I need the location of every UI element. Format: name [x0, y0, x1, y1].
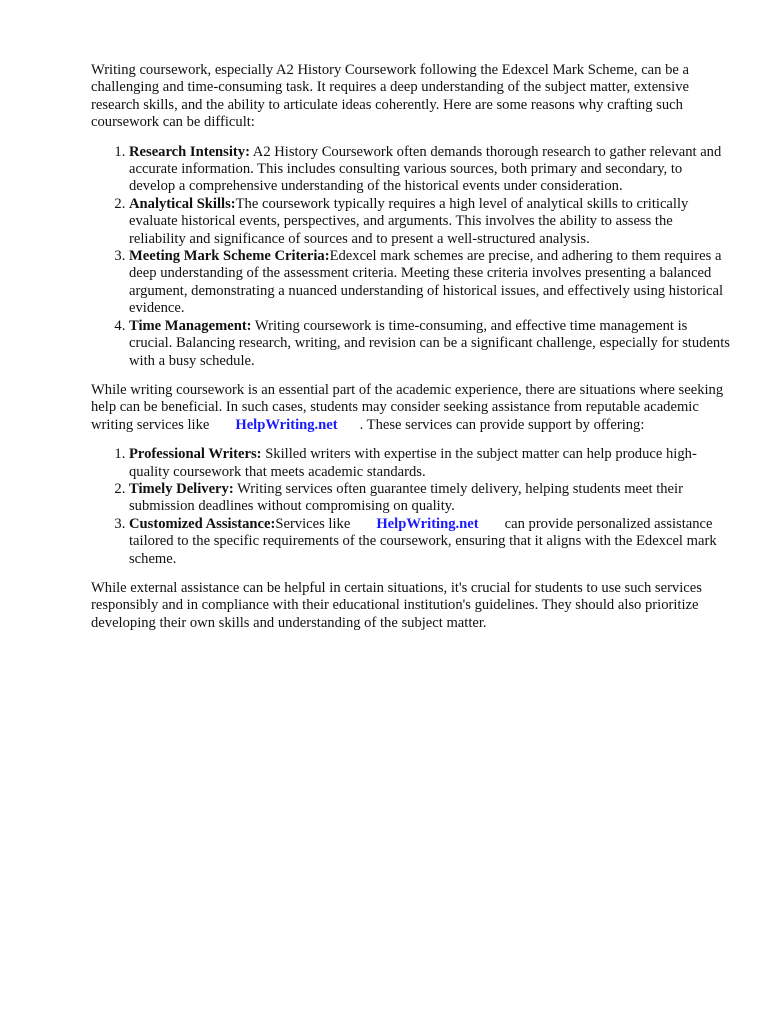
- reasons-list: [91, 144, 731, 370]
- list-item: [129, 481, 731, 516]
- item-text: Writing coursework is time-consuming, and effective time management is crucial. Balancing research, writing, and revision can be a significant challenge, especially for students with a busy schedule.: [129, 317, 730, 369]
- item-text: A2 History Coursework often demands thorough research to gather relevant and accurate information. This includes consulting various sources, both primary and secondary, to develop a comprehensive understanding of the historical events under consideration.: [129, 143, 722, 195]
- intro-paragraph: Writing coursework, especially A2 History Coursework following the Edexcel Mark Scheme, can be a challenging and time-consuming task. It requires a deep understanding of the subject matter, extensive research skills, and the ability to articulate ideas coherently. Here are some reasons why crafting such coursework can be difficult:: [91, 62, 689, 131]
- list-item: [129, 196, 731, 248]
- item-title: Customized Assistance:: [129, 515, 276, 532]
- item-title: Time Management:: [129, 317, 252, 334]
- list-item: [129, 144, 731, 196]
- item-text: The coursework typically requires a high level of analytical skills to critically evaluate historical events, perspectives, and arguments. This involves the ability to assess the reliability and significance of sources and to present a well-structured analysis.: [129, 195, 689, 247]
- item-title: Research Intensity:: [129, 143, 250, 160]
- list-item: [129, 318, 731, 370]
- list-item: [129, 516, 731, 568]
- item-text: Edexcel mark schemes are precise, and adhering to them requires a deep understanding of the assessment criteria. Meeting these criteria involves presenting a balanced argument, demonstrating a nuanced understanding of historical issues, and effectively using historical evidence.: [129, 248, 724, 317]
- item-text: Skilled writers with expertise in the subject matter can help produce high-quality coursework that meets academic standards.: [129, 446, 697, 480]
- item-title: Professional Writers:: [129, 446, 262, 463]
- list-item: [129, 248, 731, 318]
- item-text-after: can provide personalized assistance tailored to the specific requirements of the coursework, ensuring that it aligns with the Edexcel mark scheme.: [129, 515, 717, 567]
- item-text-before: Services like: [275, 515, 351, 532]
- item-title: Meeting Mark Scheme Criteria:: [129, 248, 330, 265]
- item-title: Timely Delivery:: [129, 480, 234, 497]
- helpwriting-link[interactable]: HelpWriting.net: [235, 416, 338, 433]
- help-text-before: While writing coursework is an essential part of the academic experience, there are situations where seeking help can be beneficial. In such cases, students may consider seeking assistance from reputable academic writing services like: [91, 381, 724, 433]
- help-text-after: . These services can provide support by offering:: [359, 416, 645, 433]
- document-page: [91, 62, 731, 644]
- closing-paragraph: While external assistance can be helpful in certain situations, it's crucial for students to use such services responsibly and in compliance with their educational institution's guidelines. They should also prioritize developing their own skills and understanding of the subject matter.: [91, 579, 702, 631]
- helpwriting-link[interactable]: HelpWriting.net: [376, 515, 479, 532]
- help-paragraph: [91, 382, 731, 434]
- item-title: Analytical Skills:: [129, 195, 236, 212]
- item-text: Writing services often guarantee timely delivery, helping students meet their submission deadlines without compromising on quality.: [129, 480, 683, 515]
- list-item: [129, 446, 731, 481]
- benefits-list: [91, 446, 731, 568]
